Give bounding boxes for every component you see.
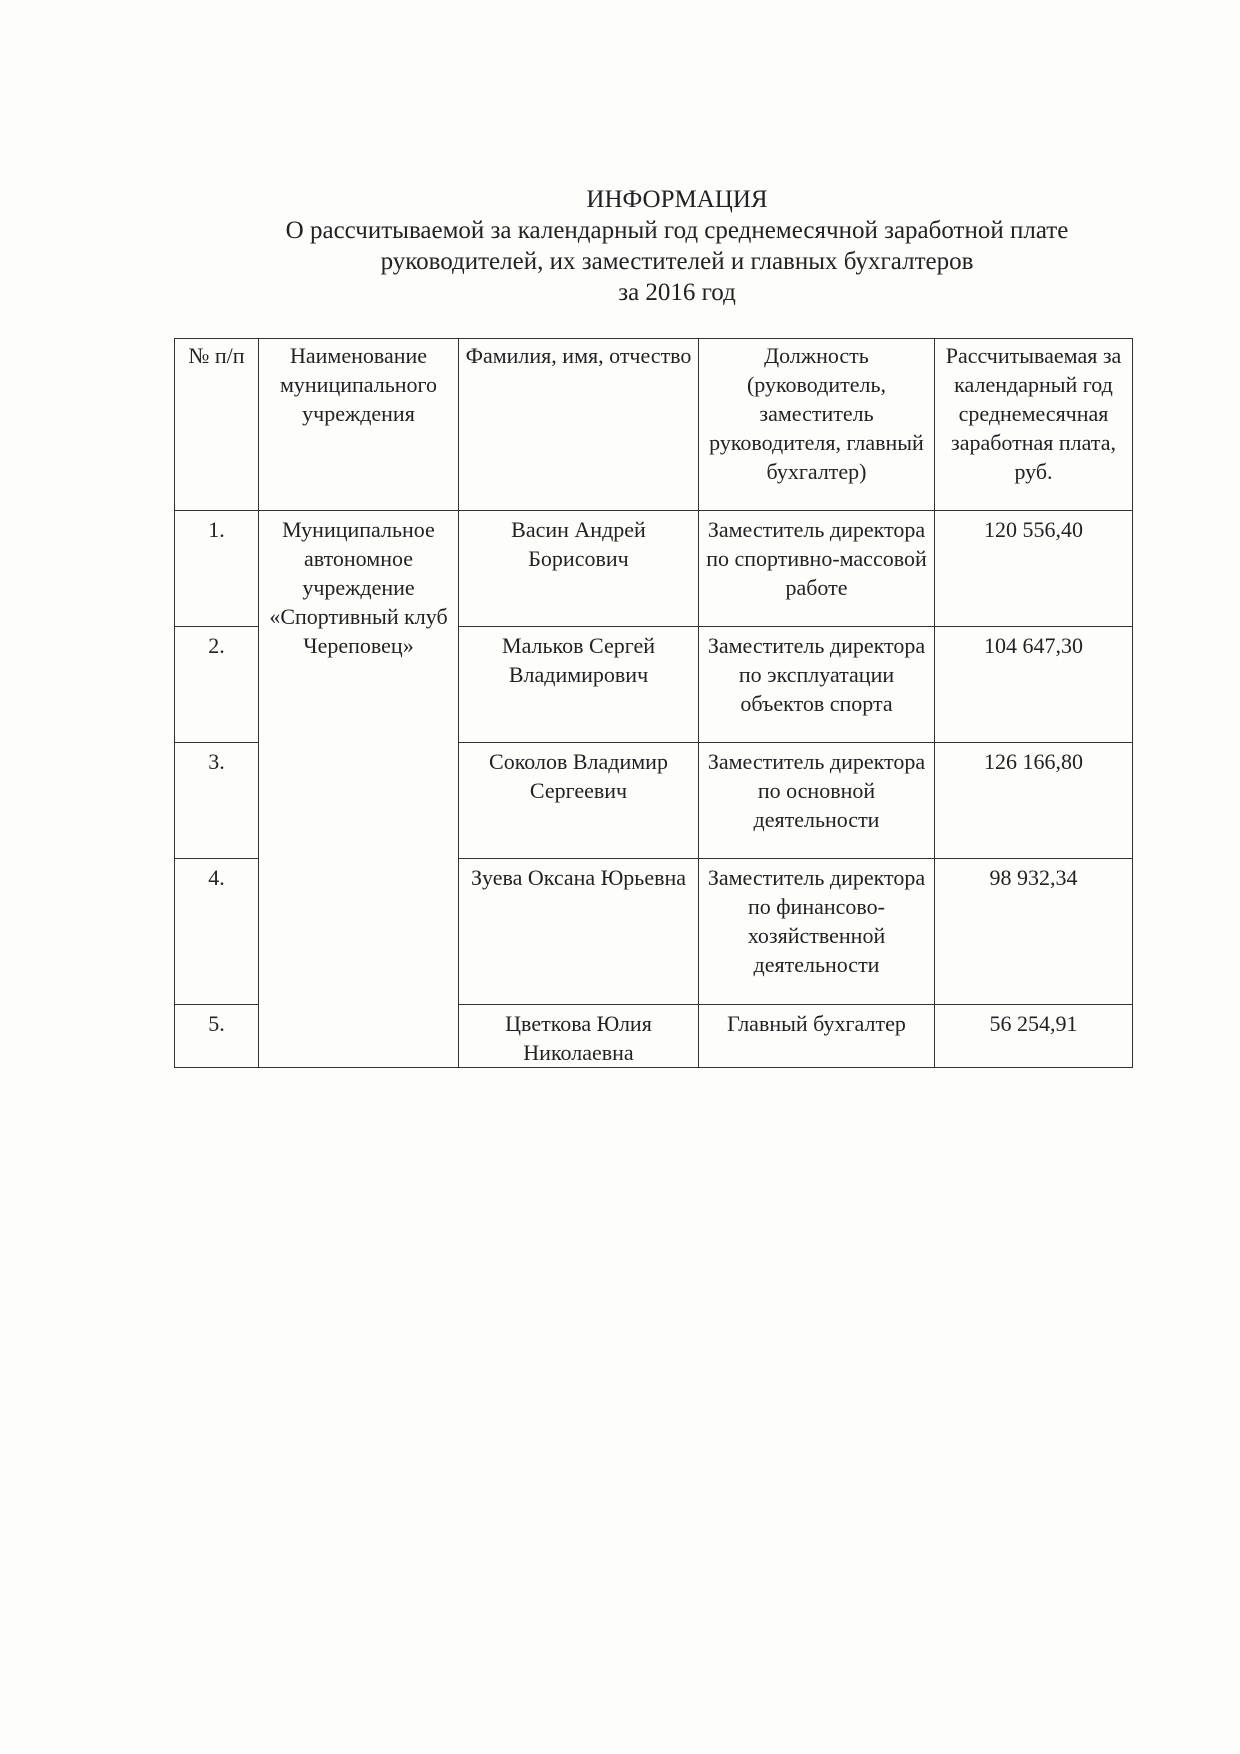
employee-position: Заместитель директора по эксплуатации объектов спорта <box>699 627 935 743</box>
header-salary: Рассчитываемая за календарный год среднемесячная заработная плата, руб. <box>935 339 1133 511</box>
employee-salary: 98 932,34 <box>935 859 1133 1005</box>
row-number: 5. <box>175 1005 259 1068</box>
header-number: № п/п <box>175 339 259 511</box>
employee-position: Заместитель директора по финансово-хозяйственной деятельности <box>699 859 935 1005</box>
document-title: ИНФОРМАЦИЯ <box>586 186 768 213</box>
employee-name: Васин Андрей Борисович <box>459 511 699 627</box>
employee-salary: 104 647,30 <box>935 627 1133 743</box>
employee-name: Соколов Владимир Сергеевич <box>459 743 699 859</box>
employee-position: Главный бухгалтер <box>699 1005 935 1068</box>
row-number: 4. <box>175 859 259 1005</box>
institution-name: Муниципальное автономное учреждение «Спортивный клуб Череповец» <box>259 511 459 1068</box>
employee-position: Заместитель директора по спортивно-массовой работе <box>699 511 935 627</box>
employee-name: Зуева Оксана Юрьевна <box>459 859 699 1005</box>
table-header-row <box>175 339 1133 511</box>
employee-salary: 126 166,80 <box>935 743 1133 859</box>
employee-name: Мальков Сергей Владимирович <box>459 627 699 743</box>
header-position: Должность (руководитель, заместитель руководителя, главный бухгалтер) <box>699 339 935 511</box>
row-number: 1. <box>175 511 259 627</box>
document-subtitle-line-1: О рассчитываемой за календарный год среднемесячной заработной плате <box>285 217 1069 244</box>
document-subtitle-line-3: за 2016 год <box>618 279 736 306</box>
document-heading <box>0 184 1240 308</box>
row-number: 2. <box>175 627 259 743</box>
table-row <box>175 511 1133 627</box>
row-number: 3. <box>175 743 259 859</box>
employee-name: Цветкова Юлия Николаевна <box>459 1005 699 1068</box>
salary-table <box>174 338 1133 1068</box>
employee-position: Заместитель директора по основной деятельности <box>699 743 935 859</box>
employee-salary: 56 254,91 <box>935 1005 1133 1068</box>
document-subtitle-line-2: руководителей, их заместителей и главных бухгалтеров <box>380 248 974 275</box>
employee-salary: 120 556,40 <box>935 511 1133 627</box>
header-institution: Наименование муниципального учреждения <box>259 339 459 511</box>
header-full-name: Фамилия, имя, отчество <box>459 339 699 511</box>
